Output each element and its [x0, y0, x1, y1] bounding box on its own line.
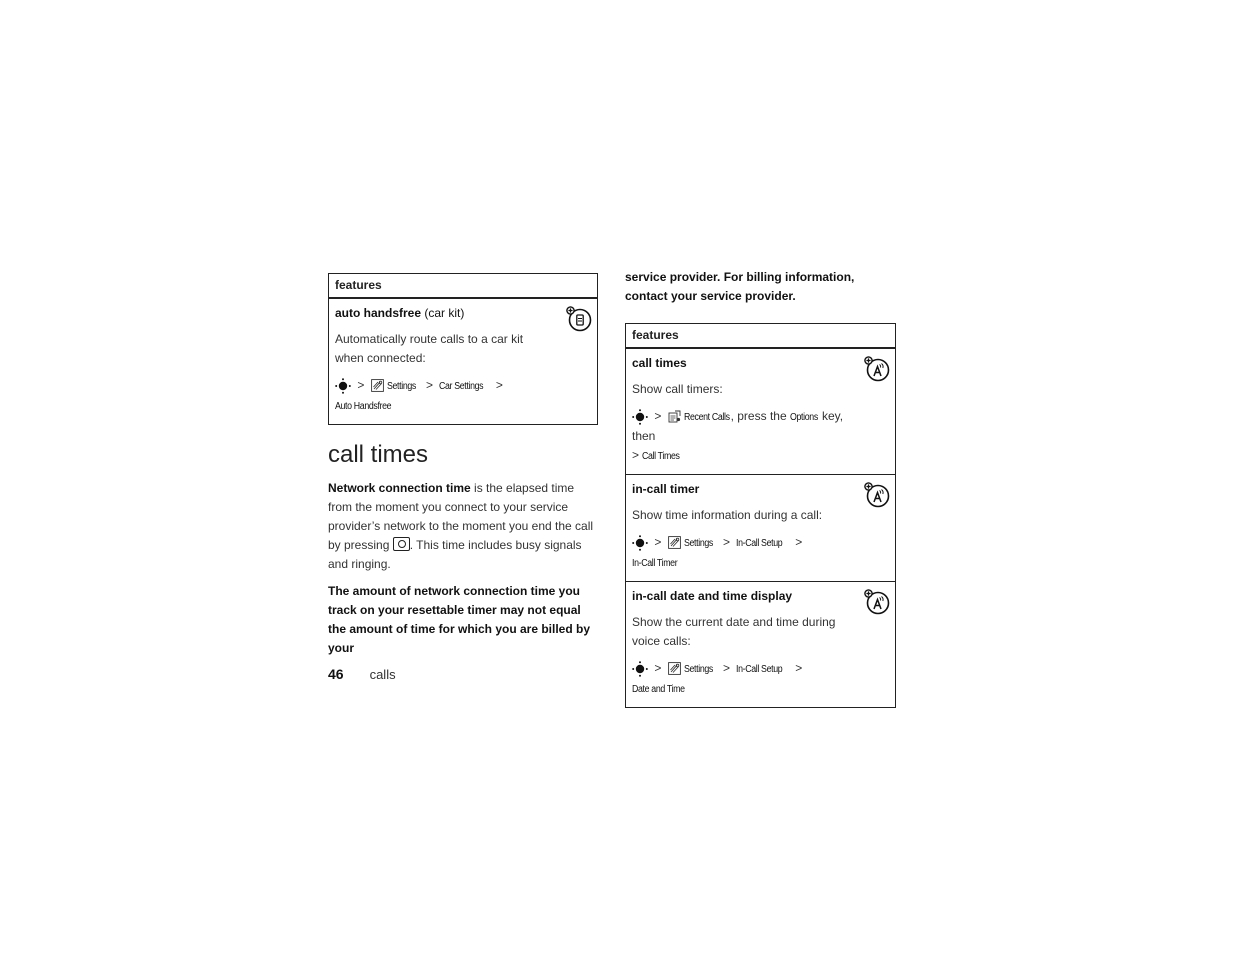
feature-row-in-call-timer	[626, 474, 895, 581]
menu-item: Settings	[683, 538, 713, 549]
network-feature-icon	[864, 356, 890, 382]
menu-item: In-Call Timer	[632, 558, 678, 569]
nav-key-icon	[632, 409, 648, 425]
path-separator: >	[654, 535, 662, 549]
page-number: 46	[328, 666, 344, 682]
menu-path	[335, 376, 553, 416]
menu-path	[632, 659, 851, 699]
network-feature-icon	[864, 482, 890, 508]
billing-note-continued: service provider. For billing information, contact your service provider.	[625, 270, 855, 303]
end-key-icon	[393, 537, 410, 551]
path-separator: >	[795, 535, 803, 549]
path-separator: >	[654, 409, 662, 423]
car-kit-icon	[566, 306, 592, 332]
feature-row-in-call-date-time	[626, 581, 895, 707]
menu-path	[632, 533, 851, 573]
menu-item: Date and Time	[632, 684, 685, 695]
path-separator: >	[425, 378, 433, 392]
menu-item: In-Call Setup	[736, 664, 783, 675]
menu-item: Call Times	[642, 451, 680, 462]
menu-item: Recent Calls	[683, 412, 730, 423]
nav-key-icon	[632, 661, 648, 677]
billing-note: The amount of network connection time you track on your resettable timer may not equal the amount of time for which you are billed by your	[328, 584, 591, 655]
path-separator: >	[722, 535, 730, 549]
recent-calls-icon	[668, 410, 681, 423]
feature-description: Show the current date and time during voice calls:	[632, 615, 836, 648]
path-separator: >	[632, 448, 640, 462]
path-separator: >	[795, 661, 803, 675]
nav-key-icon	[335, 378, 351, 394]
feature-description: Show call timers:	[632, 382, 723, 396]
menu-item: Settings	[683, 664, 713, 675]
menu-path: > Recent Calls, press the Options key, then > Call Times	[632, 407, 851, 466]
feature-title: auto handsfree	[335, 306, 422, 320]
features-table-left	[328, 273, 598, 425]
network-feature-icon	[864, 589, 890, 615]
term-network-connection-time: Network connection time	[328, 481, 471, 495]
path-separator: >	[654, 661, 662, 675]
path-separator: >	[357, 378, 365, 392]
nav-key-icon	[632, 535, 648, 551]
feature-row-call-times	[626, 349, 895, 474]
options-key-label: Options	[789, 412, 818, 423]
settings-icon	[371, 379, 384, 392]
menu-item: Settings	[386, 381, 416, 392]
feature-title: in-call date and time display	[632, 589, 793, 603]
feature-title: call times	[632, 356, 687, 370]
body-paragraph: Network connection time is the elapsed time from the moment you connect to your service provider’s network to the moment you end the call by pressing . This time includes busy signals and ringing.	[328, 481, 594, 571]
section-heading: call times	[328, 441, 429, 468]
features-table-right	[625, 323, 896, 708]
feature-title: in-call timer	[632, 482, 700, 496]
right-column	[625, 268, 896, 708]
menu-item: In-Call Setup	[736, 538, 783, 549]
menu-item: Car Settings	[439, 381, 484, 392]
feature-description: Automatically route calls to a car kit when connected:	[335, 332, 524, 365]
settings-icon	[668, 536, 681, 549]
settings-icon	[668, 662, 681, 675]
features-table-header: features	[626, 324, 895, 349]
page-footer	[328, 666, 396, 682]
feature-description: Show time information during a call:	[632, 508, 823, 522]
path-separator: >	[495, 378, 503, 392]
feature-title-suffix: (car kit)	[421, 306, 465, 320]
path-separator: >	[722, 661, 730, 675]
left-column	[328, 273, 598, 658]
features-table-header: features	[329, 274, 597, 299]
menu-item: Auto Handsfree	[335, 401, 392, 412]
feature-row-auto-handsfree	[329, 299, 597, 424]
section-name: calls	[369, 667, 396, 682]
